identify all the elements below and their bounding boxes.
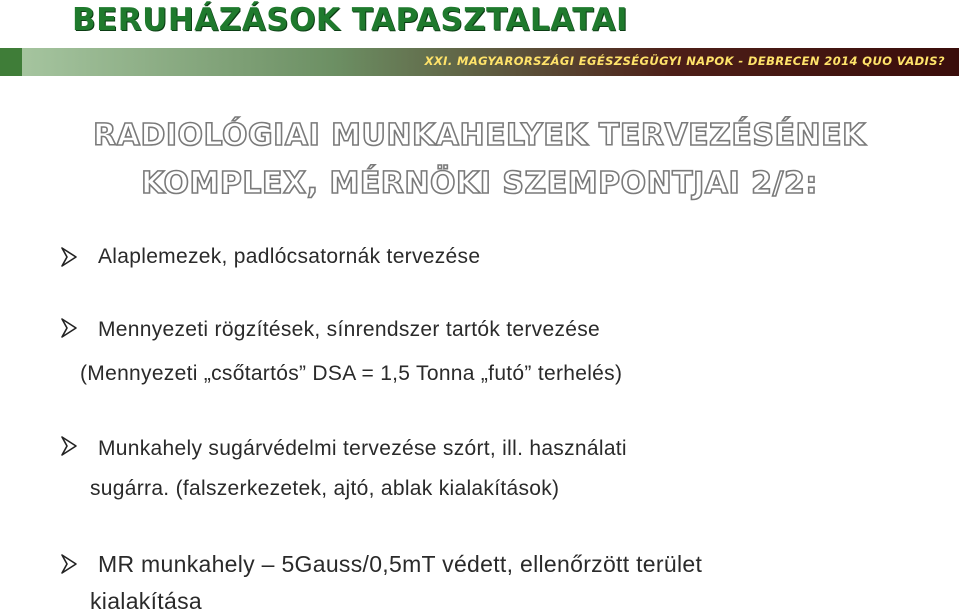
arrow-bullet-icon	[60, 553, 78, 575]
bullet-text: Mennyezeti rögzítések, sínrendszer tartók tervezése	[98, 318, 601, 341]
slide-title-line-1: RADIOLÓGIAI MUNKAHELYEK TERVEZÉSÉNEK	[93, 118, 866, 153]
bullet-text-continued: (Mennyezeti „csőtartós” DSA = 1,5 Tonna „futó” terhelés)	[80, 362, 623, 385]
event-banner-text: XXI. MAGYARORSZÁGI EGÉSZSÉGÜGYI NAPOK - DEBRECEN 2014 QUO VADIS?	[424, 54, 945, 68]
bullet-text: Alaplemezek, padlócsatornák tervezése	[98, 245, 481, 268]
arrow-bullet-icon	[60, 246, 78, 268]
bullet-text-continued: sugárra. (falszerkezetek, ajtó, ablak kialakítások)	[90, 477, 560, 500]
slide-title-line-2: KOMPLEX, MÉRNÖKI SZEMPONTJAI 2/2:	[141, 166, 818, 201]
arrow-bullet-icon	[60, 317, 78, 339]
arrow-bullet-icon	[60, 435, 78, 457]
bullet-text-continued: kialakítása	[90, 588, 202, 614]
bullet-text: MR munkahely – 5Gauss/0,5mT védett, ellenőrzött terület	[98, 551, 703, 577]
bullet-text: Munkahely sugárvédelmi tervezése szórt, ill. használati	[98, 437, 627, 460]
header-title: BERUHÁZÁSOK TAPASZTALATAI	[72, 2, 628, 38]
